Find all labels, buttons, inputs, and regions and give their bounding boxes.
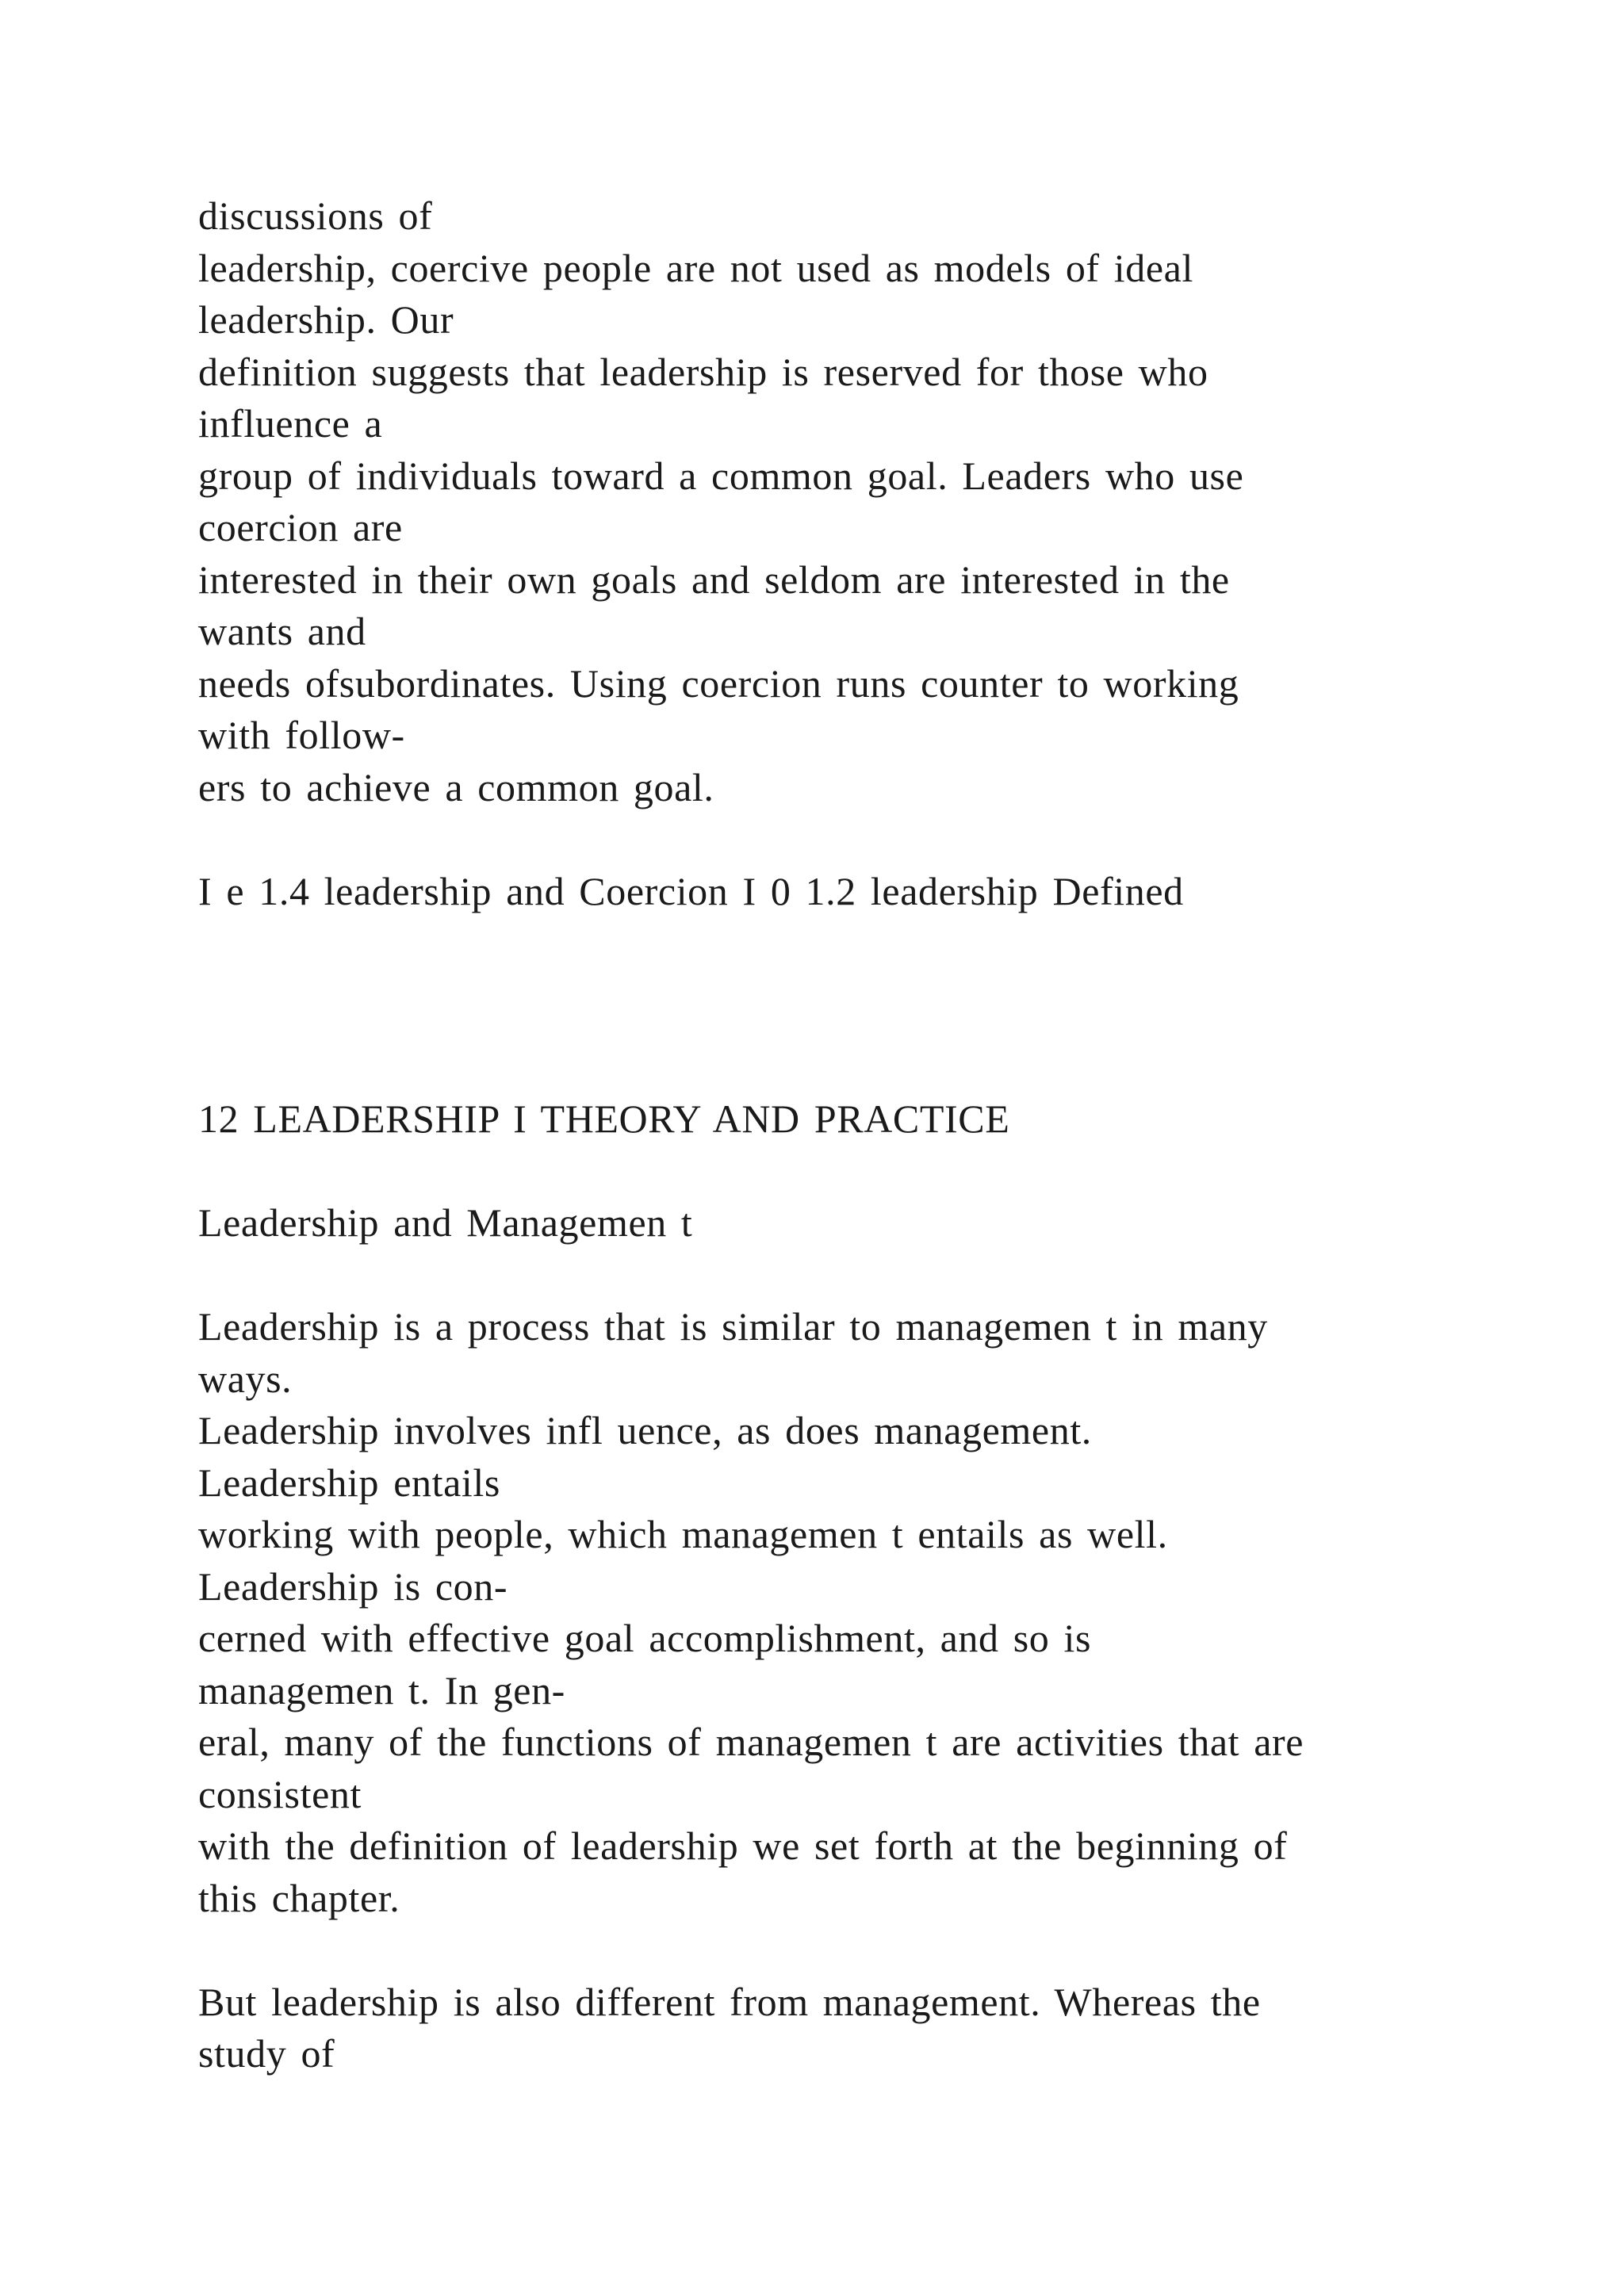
text-line: ways. — [198, 1356, 293, 1401]
text-line: ers to achieve a common goal. — [198, 764, 714, 809]
text-line: leadership, coercive people are not used as models of ideal — [198, 245, 1193, 290]
text-line: consistent — [198, 1771, 362, 1816]
page-text-content — [198, 190, 1499, 2080]
figure-references-line: I e 1.4 leadership and Coercion I 0 1.2 leadership Defined — [198, 868, 1184, 913]
text-line: leadership. Our — [198, 297, 454, 342]
text-line: Leadership is con- — [198, 1563, 508, 1609]
paragraph-spacer — [198, 1146, 1499, 1198]
text-line: study of — [198, 2031, 335, 2076]
page-break-spacer — [198, 917, 1499, 1093]
text-line: managemen t. In gen- — [198, 1667, 565, 1712]
text-line: cerned with effective goal accomplishment, and so is — [198, 1616, 1092, 1660]
text-line: Leadership is a process that is similar to managemen t in many — [198, 1304, 1268, 1349]
text-line: Leadership entails — [198, 1460, 500, 1505]
paragraph-leadership-coercion — [198, 190, 1499, 813]
paragraph-spacer — [198, 1249, 1499, 1302]
paragraph-leadership-different — [198, 1976, 1499, 2080]
text-line: definition suggests that leadership is reserved for those who — [198, 349, 1208, 394]
paragraph-leadership-management — [198, 1301, 1499, 1924]
text-line: interested in their own goals and seldom are interested in the — [198, 557, 1230, 602]
text-line: eral, many of the functions of managemen t are activities that are — [198, 1720, 1304, 1764]
text-line: this chapter. — [198, 1875, 400, 1920]
text-line: group of individuals toward a common goal. Leaders who use — [198, 453, 1244, 498]
text-line: with follow- — [198, 713, 405, 757]
text-line: influence a — [198, 401, 383, 446]
text-line: needs ofsubordinates. Using coercion runs counter to working — [198, 660, 1239, 706]
text-line: But leadership is also different from management. Whereas the — [198, 1979, 1261, 2024]
paragraph-spacer — [198, 813, 1499, 866]
text-line: wants and — [198, 609, 366, 653]
running-page-header: 12 LEADERSHIP I THEORY AND PRACTICE — [198, 1096, 1010, 1141]
text-line: with the definition of leadership we set forth at the beginning of — [198, 1823, 1288, 1868]
paragraph-spacer — [198, 1924, 1499, 1976]
text-line: Leadership involves infl uence, as does management. — [198, 1408, 1092, 1452]
text-line: coercion are — [198, 505, 403, 549]
text-line: discussions of — [198, 193, 433, 238]
text-line: working with people, which managemen t entails as well. — [198, 1512, 1168, 1556]
section-heading: Leadership and Managemen t — [198, 1200, 693, 1245]
